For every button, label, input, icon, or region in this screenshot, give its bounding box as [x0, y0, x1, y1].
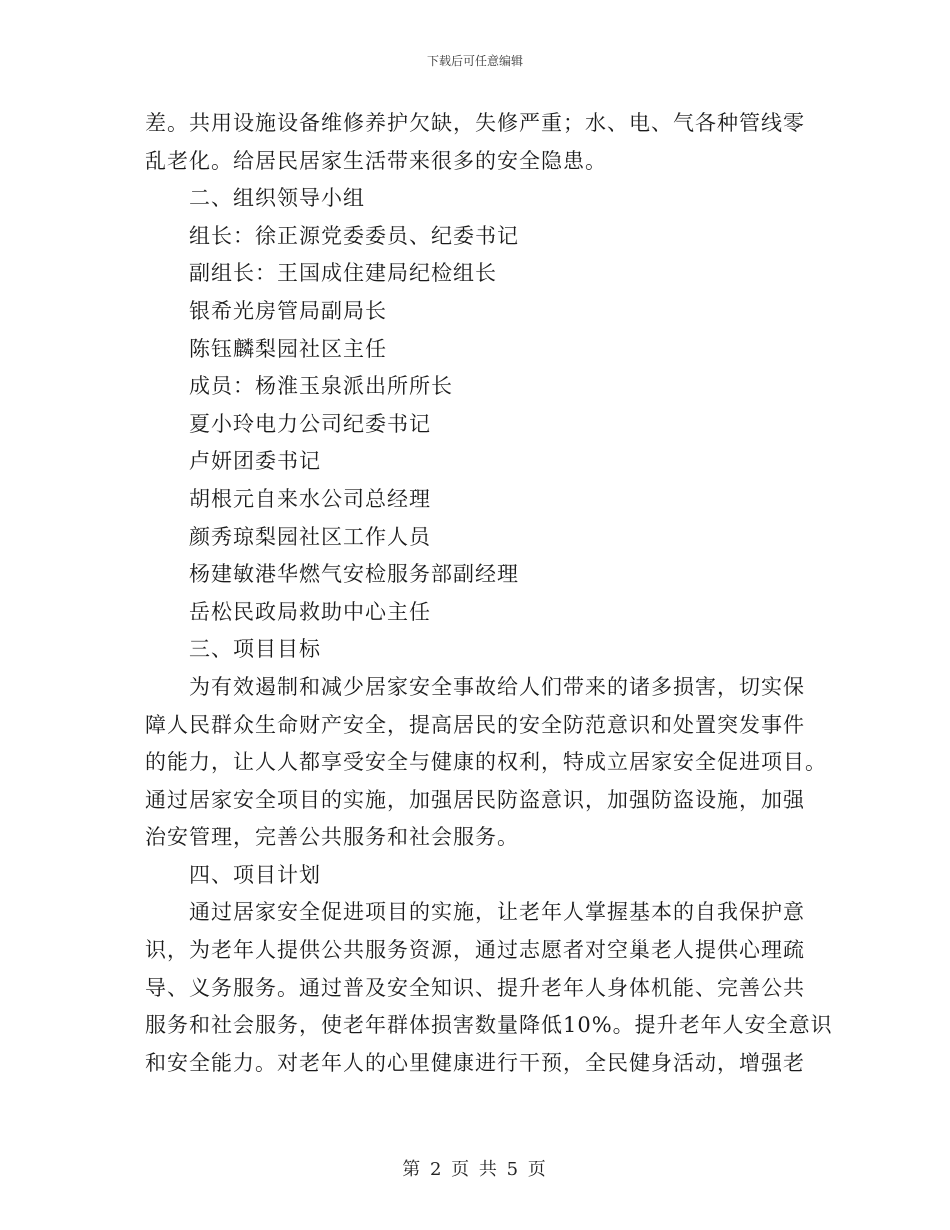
text-line: 颜秀琼梨园社区工作人员 — [189, 524, 431, 549]
text-line: 卢妍团委书记 — [189, 449, 321, 474]
text-line: 成员：杨淮玉泉派出所所长 — [189, 374, 453, 399]
text-line: 二、组织领导小组 — [189, 186, 365, 211]
text-line: 银希光房管局副局长 — [189, 298, 387, 323]
text-line: 为有效遏制和减少居家安全事故给人们带来的诸多损害，切实保 — [189, 674, 805, 699]
text-line: 识，为老年人提供公共服务资源，通过志愿者对空巢老人提供心理疏 — [145, 938, 805, 963]
text-line: 差。共用设施设备维修养护欠缺，失修严重；水、电、气各种管线零 — [145, 111, 805, 135]
text-line: 岳松民政局救助中心主任 — [189, 599, 431, 624]
page-header-note: 下载后可任意编辑 — [426, 54, 523, 68]
text-line: 的能力，让人人都享受安全与健康的权利，特成立居家安全促进项目。 — [145, 750, 827, 775]
text-line: 乱老化。给居民居家生活带来很多的安全隐患。 — [145, 148, 607, 173]
text-line: 治安管理，完善公共服务和社会服务。 — [145, 825, 519, 850]
text-line: 通过居家安全项目的实施，加强居民防盗意识，加强防盗设施，加强 — [145, 787, 805, 812]
text-line: 夏小玲电力公司纪委书记 — [189, 411, 431, 436]
text-line: 陈钰麟梨园社区主任 — [189, 336, 387, 361]
text-line: 导、义务服务。通过普及安全知识、提升老年人身体机能、完善公共 — [145, 975, 805, 1000]
text-line: 服务和社会服务，使老年群体损害数量降低10%。提升老年人安全意识 — [145, 1013, 833, 1038]
text-line: 通过居家安全促进项目的实施，让老年人掌握基本的自我保护意 — [189, 900, 805, 925]
text-line: 杨建敏港华燃气安检服务部副经理 — [189, 562, 519, 587]
page-number-footer: 第 2 页 共 5 页 — [402, 1159, 548, 1180]
text-line: 障人民群众生命财产安全，提高居民的安全防范意识和处置突发事件 — [145, 712, 805, 737]
text-line: 胡根元自来水公司总经理 — [189, 486, 431, 511]
document-body — [145, 105, 833, 1082]
text-line: 四、项目计划 — [189, 862, 321, 887]
text-line: 和安全能力。对老年人的心里健康进行干预，全民健身活动，增强老 — [145, 1050, 805, 1075]
text-line: 副组长：王国成住建局纪检组长 — [189, 261, 497, 286]
text-line: 三、项目目标 — [189, 637, 321, 662]
text-line: 组长：徐正源党委委员、纪委书记 — [189, 223, 519, 248]
